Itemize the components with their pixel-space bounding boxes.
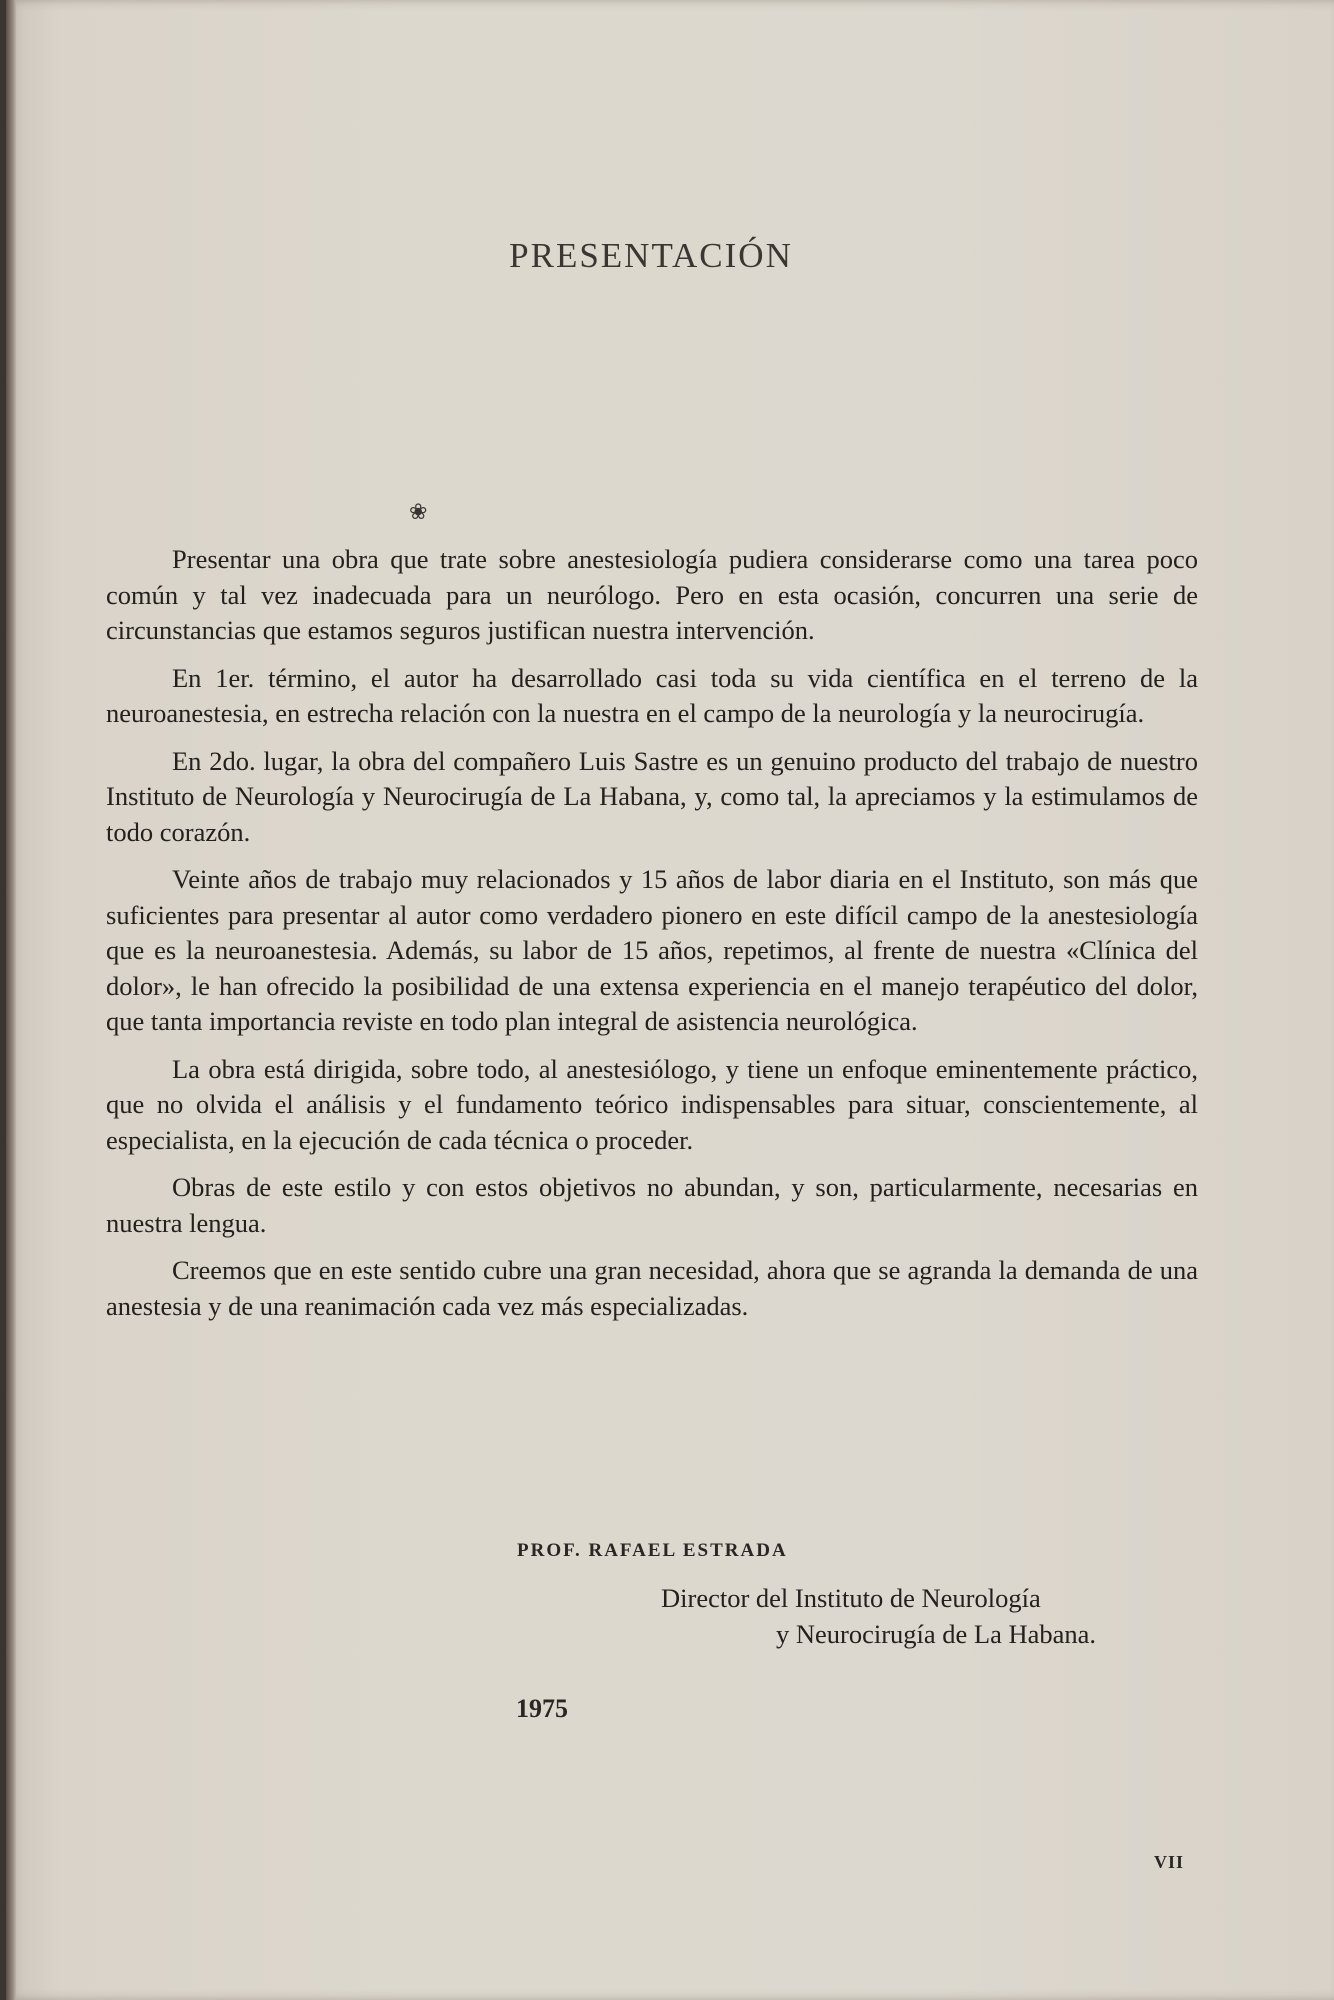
flower-ornament-icon: ❀ — [409, 500, 428, 525]
paragraph-3: En 2do. lugar, la obra del compañero Luis Sastre es un genuino producto del trabajo de nuestro Instituto de Neurología y Neurocirugía de La Habana, y, como tal, la apreciamos y la estimulamos de todo corazón. — [106, 745, 1198, 847]
signature-role-line-2: y Neurocirugía de La Habana. — [776, 1619, 1097, 1649]
body-text — [106, 542, 1198, 1336]
paragraph-4: Veinte años de trabajo muy relacionados y 15 años de labor diaria en el Instituto, son más que suficientes para presentar al autor como verdadero pionero en este difícil campo de la anestesiología que es la neuroanestesia. Además, su labor de 15 años, repetimos, al frente de nuestra «Clínica del dolor», le han ofrecido la posibilidad de una extensa experiencia en el manejo terapéutico del dolor, que tanta importancia reviste en todo plan integral de asistencia neurológica. — [106, 864, 1198, 1036]
paragraph-2: En 1er. término, el autor ha desarrollado casi toda su vida científica en el terreno de la neuroanestesia, en estrecha relación con la nuestra en el campo de la neurología y la neurocirugía. — [106, 662, 1198, 728]
page-number: VII — [1154, 1852, 1185, 1872]
signature-role-line-1: Director del Instituto de Neurología — [661, 1583, 1041, 1613]
page-title: PRESENTACIÓN — [509, 236, 793, 275]
paragraph-7: Creemos que en este sentido cubre una gran necesidad, ahora que se agranda la demanda de una anestesia y de una reanimación cada vez más especializadas. — [106, 1255, 1198, 1321]
book-page — [6, 0, 1334, 2000]
publication-year: 1975 — [516, 1694, 568, 1723]
paragraph-1: Presentar una obra que trate sobre anestesiología pudiera considerarse como una tarea poco común y tal vez inadecuada para un neurólogo. Pero en esta ocasión, concurren una serie de circunstancias que estamos seguros justifican nuestra intervención. — [106, 544, 1198, 645]
paragraph-5: La obra está dirigida, sobre todo, al anestesiólogo, y tiene un enfoque eminentemente práctico, que no olvida el análisis y el fundamento teórico indispensables para situar, conscientemente, al especialista, en la ejecución de cada técnica o proceder. — [106, 1053, 1198, 1155]
signature-name: PROF. RAFAEL ESTRADA — [517, 1540, 788, 1561]
paragraph-6: Obras de este estilo y con estos objetivos no abundan, y son, particularmente, necesarias en nuestra lengua. — [106, 1172, 1198, 1238]
book-spine-edge — [6, 0, 16, 2000]
signature-role — [661, 1580, 1201, 1652]
